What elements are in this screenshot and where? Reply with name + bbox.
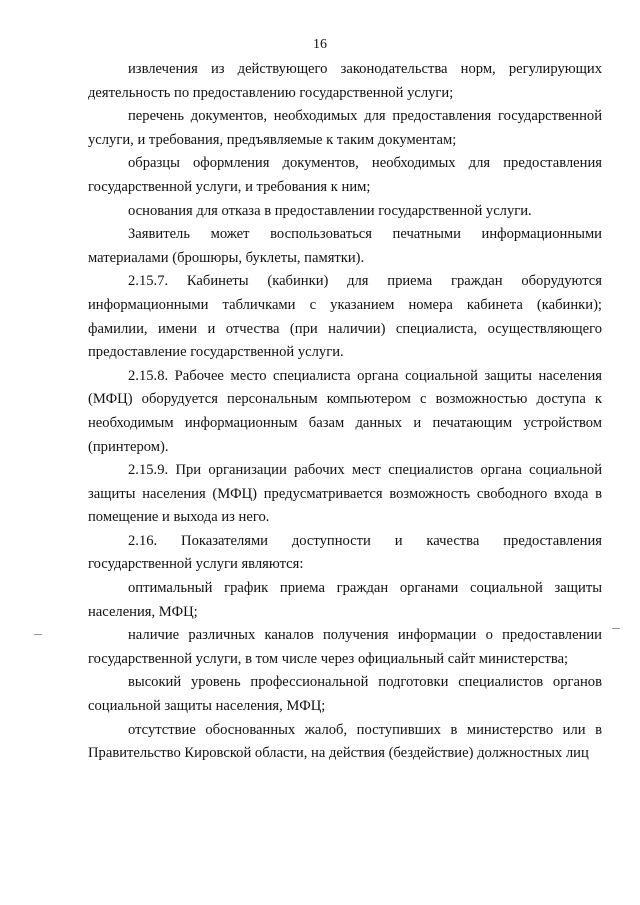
paragraph-5: Заявитель может воспользоваться печатными информационными материалами (брошюры, буклеты, памятки).	[88, 226, 602, 266]
scan-mark-left	[34, 634, 42, 635]
paragraph-3: образцы оформления документов, необходимых для предоставления государственной услуги, и требования к ним;	[88, 155, 602, 195]
paragraph-12: высокий уровень профессиональной подготовки специалистов органов социальной защиты населения, МФЦ;	[88, 674, 602, 715]
paragraph-11: наличие различных каналов получения информации о предоставлении государственной услуги, в том числе через официальный сайт министерства;	[88, 627, 602, 667]
paragraph-2-15-8: 2.15.8. Рабочее место специалиста органа социальной защиты населения (МФЦ) оборудуется персональным компьютером с возможностью доступа к необходимым информационным базам данных и печатающим устройством (принтером).	[88, 367, 602, 455]
paragraph-1: извлечения из действующего законодательства норм, регулирующих деятельность по предоставлению государственной услуги;	[88, 61, 602, 101]
page-number: 16	[313, 37, 327, 52]
paragraph-2-15-7: 2.15.7. Кабинеты (кабинки) для приема граждан оборудуются информационными табличками с указанием номера кабинета (кабинки); фамилии, имени и отчества (при наличии) специалиста, осуществляющего предоставление государственной услуги.	[88, 273, 602, 361]
paragraph-2-16: 2.16. Показателями доступности и качества предоставления государственной услуги являются:	[88, 532, 602, 573]
paragraph-2-15-9: 2.15.9. При организации рабочих мест специалистов органа социальной защиты населения (МФЦ) предусматривается возможность свободного входа в помещение и выхода из него.	[88, 462, 602, 526]
document-body	[88, 58, 602, 766]
paragraph-13: отсутствие обоснованных жалоб, поступивших в министерство или в Правительство Кировской области, на действия (бездействие) должностных лиц	[88, 721, 602, 762]
paragraph-2: перечень документов, необходимых для предоставления государственной услуги, и требования, предъявляемые к таким документам;	[88, 108, 602, 148]
scan-mark-right	[612, 628, 620, 629]
paragraph-4: основания для отказа в предоставлении государственной услуги.	[128, 202, 532, 219]
paragraph-10: оптимальный график приема граждан органами социальной защиты населения, МФЦ;	[88, 580, 602, 620]
